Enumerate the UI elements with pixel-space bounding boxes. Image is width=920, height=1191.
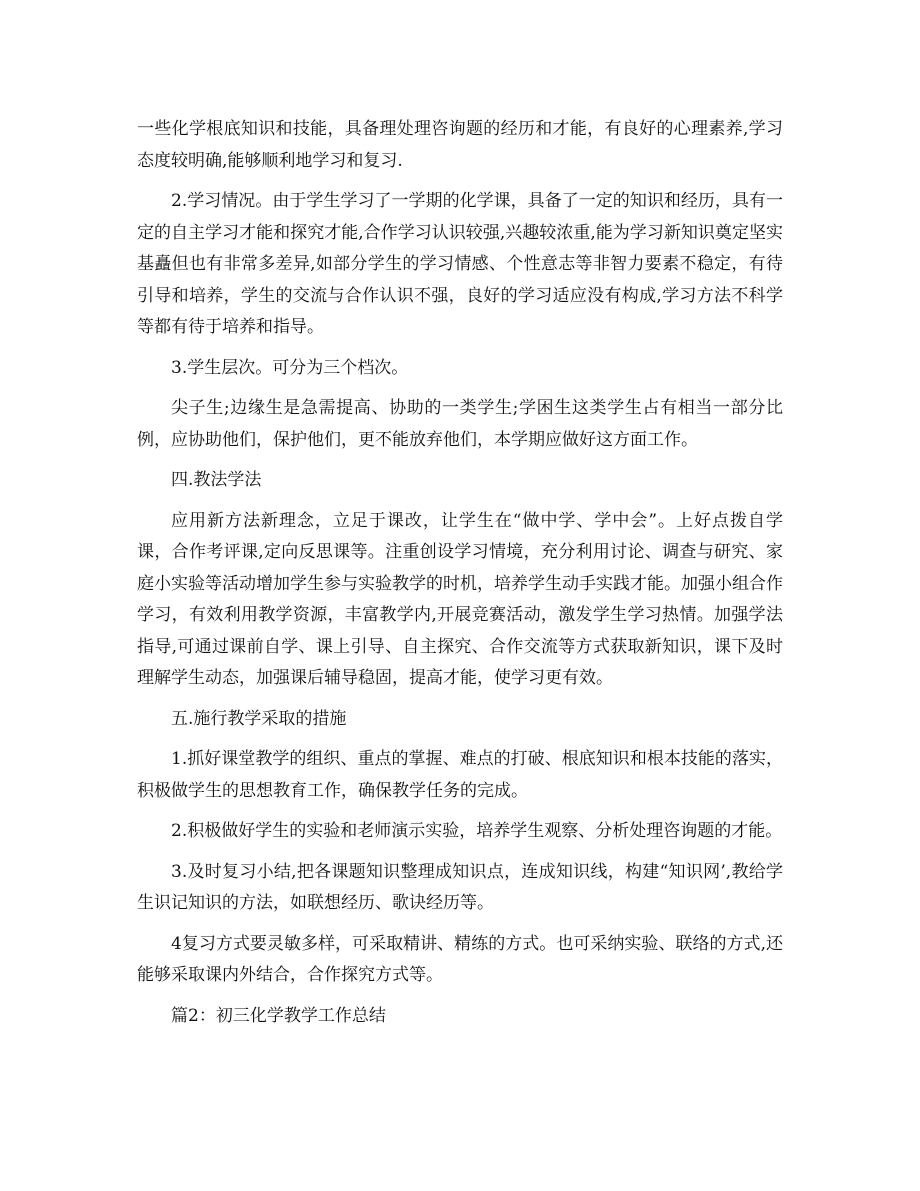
paragraph-measure-3: 3.及时复习小结,把各课题知识整理成知识点，连成知识线，构建“知识网’,教给学生识记知识的方法，如联想经历、歌诀经历等。 <box>137 861 783 913</box>
paragraph-student-groups: 尖子生;边缘生是急需提高、协助的一类学生;学困生这类学生占有相当一部分比例，应协助他们，保护他们，更不能放弃他们，本学期应做好这方面工作。 <box>137 398 783 450</box>
section-heading-measures: 五.施行教学采取的措施 <box>171 708 347 729</box>
section-heading-teaching-methods: 四.教法学法 <box>171 470 262 490</box>
paragraph-student-levels: 3.学生层次。可分为三个档次。 <box>171 357 409 378</box>
paragraph-measure-1: 1.抓好课堂教学的组织、重点的掌握、难点的打破、根底知识和根本技能的落实，积极做学生的思想教育工作，确保教学任务的完成。 <box>137 749 783 801</box>
paragraph-intro-continuation: 一些化学根底知识和技能，具备理处理咨询题的经历和才能，有良好的心理素养,学习态度较明确,能够顺利地学习和复习. <box>137 119 783 171</box>
paragraph-teaching-methods: 应用新方法新理念，立足于课改，让学生在“做中学、学中会”。上好点拨自学课，合作考评课,定向反思课等。注重创设学习情境，充分利用讨论、调查与研究、家庭小实验等活动增加学生参与实验教学的时机，培养学生动手实践才能。加强小组合作学习，有效利用教学资源，丰富教学内,开展竞赛活动，激发学生学习热情。加强学法指导,可通过课前自学、课上引导、自主探究、合作交流等方式获取新知识，课下及时理解学生动态，加强课后辅导稳固，提高才能，使学习更有效。 <box>137 510 783 688</box>
section-heading-part-2: 篇2：初三化学教学工作总结 <box>171 1005 386 1026</box>
paragraph-measure-2: 2.积极做好学生的实验和老师演示实验，培养学生观察、分析处理咨询题的才能。 <box>171 821 783 841</box>
paragraph-learning-situation: 2.学习情况。由于学生学习了一学期的化学课，具备了一定的知识和经历，具有一定的自主学习才能和探究才能,合作学习认识较强,兴趣较浓重,能为学习新知识奠定坚实基矗但也有非常多差异,如部分学生的学习情感、个性意志等非智力要素不稳定，有待引导和培养，学生的交流与合作认识不强，良好的学习适应没有构成,学习方法不科学等都有待于培养和指导。 <box>137 191 783 337</box>
paragraph-measure-4: 4复习方式要灵敏多样，可采取精讲、精练的方式。也可采纳实验、联络的方式,还能够采取课内外结合，合作探究方式等。 <box>137 933 783 985</box>
